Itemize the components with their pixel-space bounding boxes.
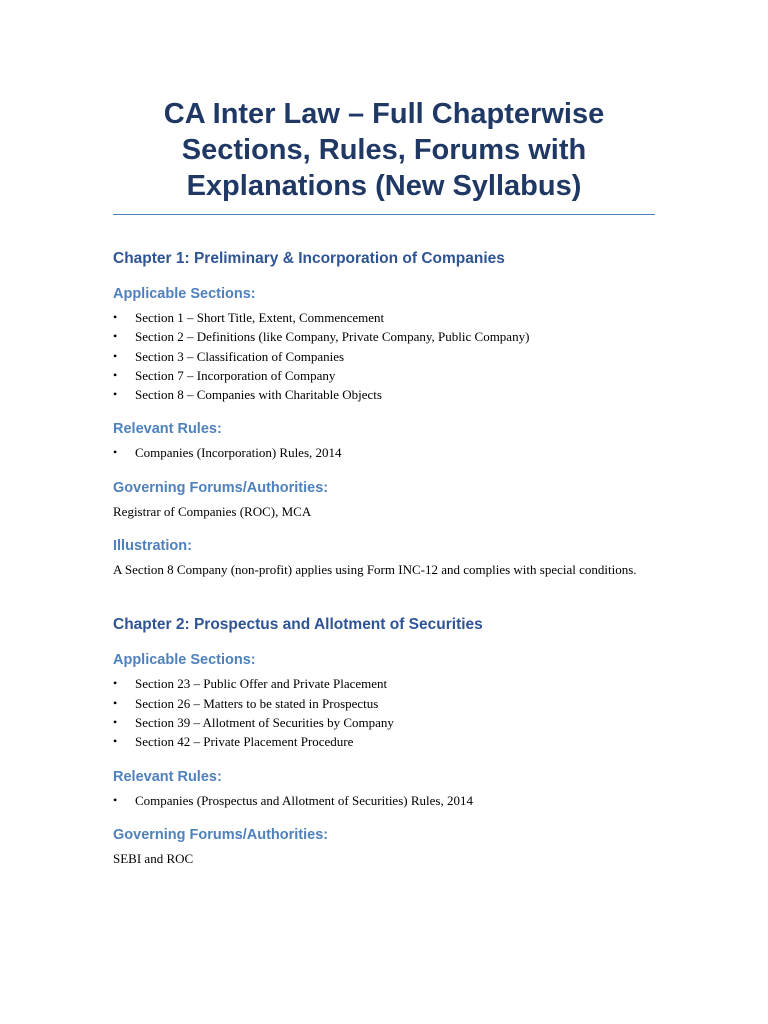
forums-text: SEBI and ROC xyxy=(113,850,194,866)
list-item: • Section 1 – Short Title, Extent, Commencement xyxy=(113,308,655,327)
rules-list xyxy=(113,443,655,462)
sections-list xyxy=(113,308,655,404)
list-item: • Section 23 – Public Offer and Private Placement xyxy=(113,674,655,693)
rules-list xyxy=(113,791,655,810)
chapter-heading: Chapter 1: Preliminary & Incorporation of Companies xyxy=(113,250,505,267)
forums-heading: Governing Forums/Authorities: xyxy=(113,826,329,843)
list-item: • Section 39 – Allotment of Securities by Company xyxy=(113,713,655,732)
chapter-1 xyxy=(113,249,655,579)
chapter-heading: Chapter 2: Prospectus and Allotment of Securities xyxy=(113,616,483,634)
list-item: • Section 2 – Definitions (like Company, Private Company, Public Company) xyxy=(113,327,655,346)
bullet-icon: • xyxy=(113,695,118,710)
title-divider xyxy=(113,214,655,215)
bullet-icon: • xyxy=(113,792,118,807)
bullet-icon: • xyxy=(113,329,118,344)
bullet-icon: • xyxy=(113,367,118,382)
bullet-icon: • xyxy=(113,387,118,402)
bullet-icon: • xyxy=(113,714,118,729)
document-page xyxy=(113,96,655,868)
forums-text: Registrar of Companies (ROC), MCA xyxy=(113,503,312,519)
sections-heading: Applicable Sections: xyxy=(113,652,256,669)
sections-heading: Applicable Sections: xyxy=(113,286,256,302)
bullet-icon: • xyxy=(113,734,118,749)
list-item: • Section 42 – Private Placement Procedure xyxy=(113,732,655,751)
bullet-icon: • xyxy=(113,445,118,460)
bullet-icon: • xyxy=(113,676,118,691)
rules-heading: Relevant Rules: xyxy=(113,421,222,438)
list-item: • Section 7 – Incorporation of Company xyxy=(113,366,655,385)
list-item: • Section 8 – Companies with Charitable Objects xyxy=(113,385,655,404)
illustration-heading: Illustration: xyxy=(113,538,192,555)
document-title: CA Inter Law – Full Chapterwise Sections, Rules, Forums with Explanations (New Syllabus) xyxy=(163,98,605,202)
rules-heading: Relevant Rules: xyxy=(113,768,222,785)
forums-heading: Governing Forums/Authorities: xyxy=(113,479,329,496)
illustration-text: A Section 8 Company (non-profit) applies using Form INC-12 and complies with special conditions. xyxy=(113,562,637,578)
list-item: • Section 3 – Classification of Companies xyxy=(113,347,655,366)
list-item: • Companies (Incorporation) Rules, 2014 xyxy=(113,443,655,462)
bullet-icon: • xyxy=(113,348,118,363)
sections-list xyxy=(113,674,655,751)
bullet-icon: • xyxy=(113,310,118,324)
chapter-2 xyxy=(113,615,655,868)
list-item: • Section 26 – Matters to be stated in Prospectus xyxy=(113,694,655,713)
list-item: • Companies (Prospectus and Allotment of Securities) Rules, 2014 xyxy=(113,791,655,810)
